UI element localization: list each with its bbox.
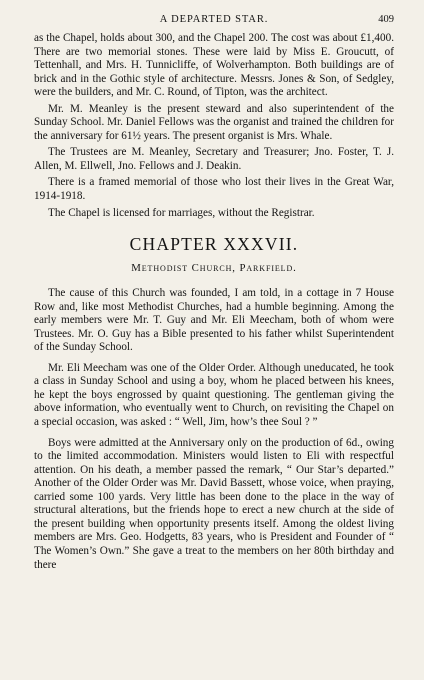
chapter-heading: CHAPTER XXXVII. xyxy=(129,234,299,255)
paragraph-anniversary: Boys were admitted at the Anniversary only on the production of 6d., owing to the limited accommodation. Ministers would listen to Eli with respectful attention. On his death, a member passed the remark, “ Our Star’s departed.” Another of the Older Order was Mr. David Bassett, whose voice, when praying, carried some 100 yards. Very little has been done to the place in the way of structural alterations, but the friends hope to erect a new church at the side of the present building when opportunity presents itself. Among the oldest living members are Mrs. Geo. Hodgetts, 83 years, who is President and Founder of “ The Women’s Own.” She gave a treat to the members on her 80th birthday and there xyxy=(34,436,394,571)
page-number: 409 xyxy=(378,14,394,25)
paragraph-trustees: The Trustees are M. Meanley, Secretary and Treasurer; Jno. Foster, T. J. Allen, M. Ellwell, Jno. Fellows and J. Deakin. xyxy=(34,146,394,172)
paragraph-founding: The cause of this Church was founded, I am told, in a cottage in 7 House Row and, like most Methodist Churches, had a humble beginning. Among the early members were Mr. T. Guy and Mr. Eli Meecham, both of whom were Trustees. Mr. O. Guy has a Bible presented to his father whilst Superintendent of the Sunday School. xyxy=(34,287,394,354)
paragraph-eli-meecham: Mr. Eli Meecham was one of the Older Order. Although uneducated, he took a class in Sunday School and using a boy, whom he placed between his knees, he kept the boys engrossed by quaint questioning. The gentleman giving the above information, who eventually went to Church, on revisiting the Chapel on a special occasion, was asked : “ Well, Jim, how’s thee Soul ? ” xyxy=(34,361,394,429)
running-title: A DEPARTED STAR. xyxy=(159,14,269,25)
page-header xyxy=(34,12,394,32)
paragraph-memorial: There is a framed memorial of those who lost their lives in the Great War, 1914-1918. xyxy=(34,176,394,203)
paragraph-continuation: as the Chapel, holds about 300, and the Chapel 200. The cost was about £1,400. There are two memorial stones. These were laid by Miss E. Groucutt, of Tettenhall, and Mrs. H. Tunnicliffe, of Wolverhampton. Both buildings are of brick and in the Gothic style of architecture. Messrs. Jones & Son, of Sedgley, were the builders, and Mr. C. Round, of Tipton, was the architect. xyxy=(34,32,394,99)
section-heading: Methodist Church, Parkfield. xyxy=(131,262,297,275)
paragraph-marriages: The Chapel is licensed for marriages, without the Registrar. xyxy=(48,206,315,219)
paragraph-steward: Mr. M. Meanley is the present steward and also superintendent of the Sunday School. Mr. Daniel Fellows was the organist and trained the children for the anniversary for 61½ years. The present organist is Mrs. Whale. xyxy=(34,102,394,142)
